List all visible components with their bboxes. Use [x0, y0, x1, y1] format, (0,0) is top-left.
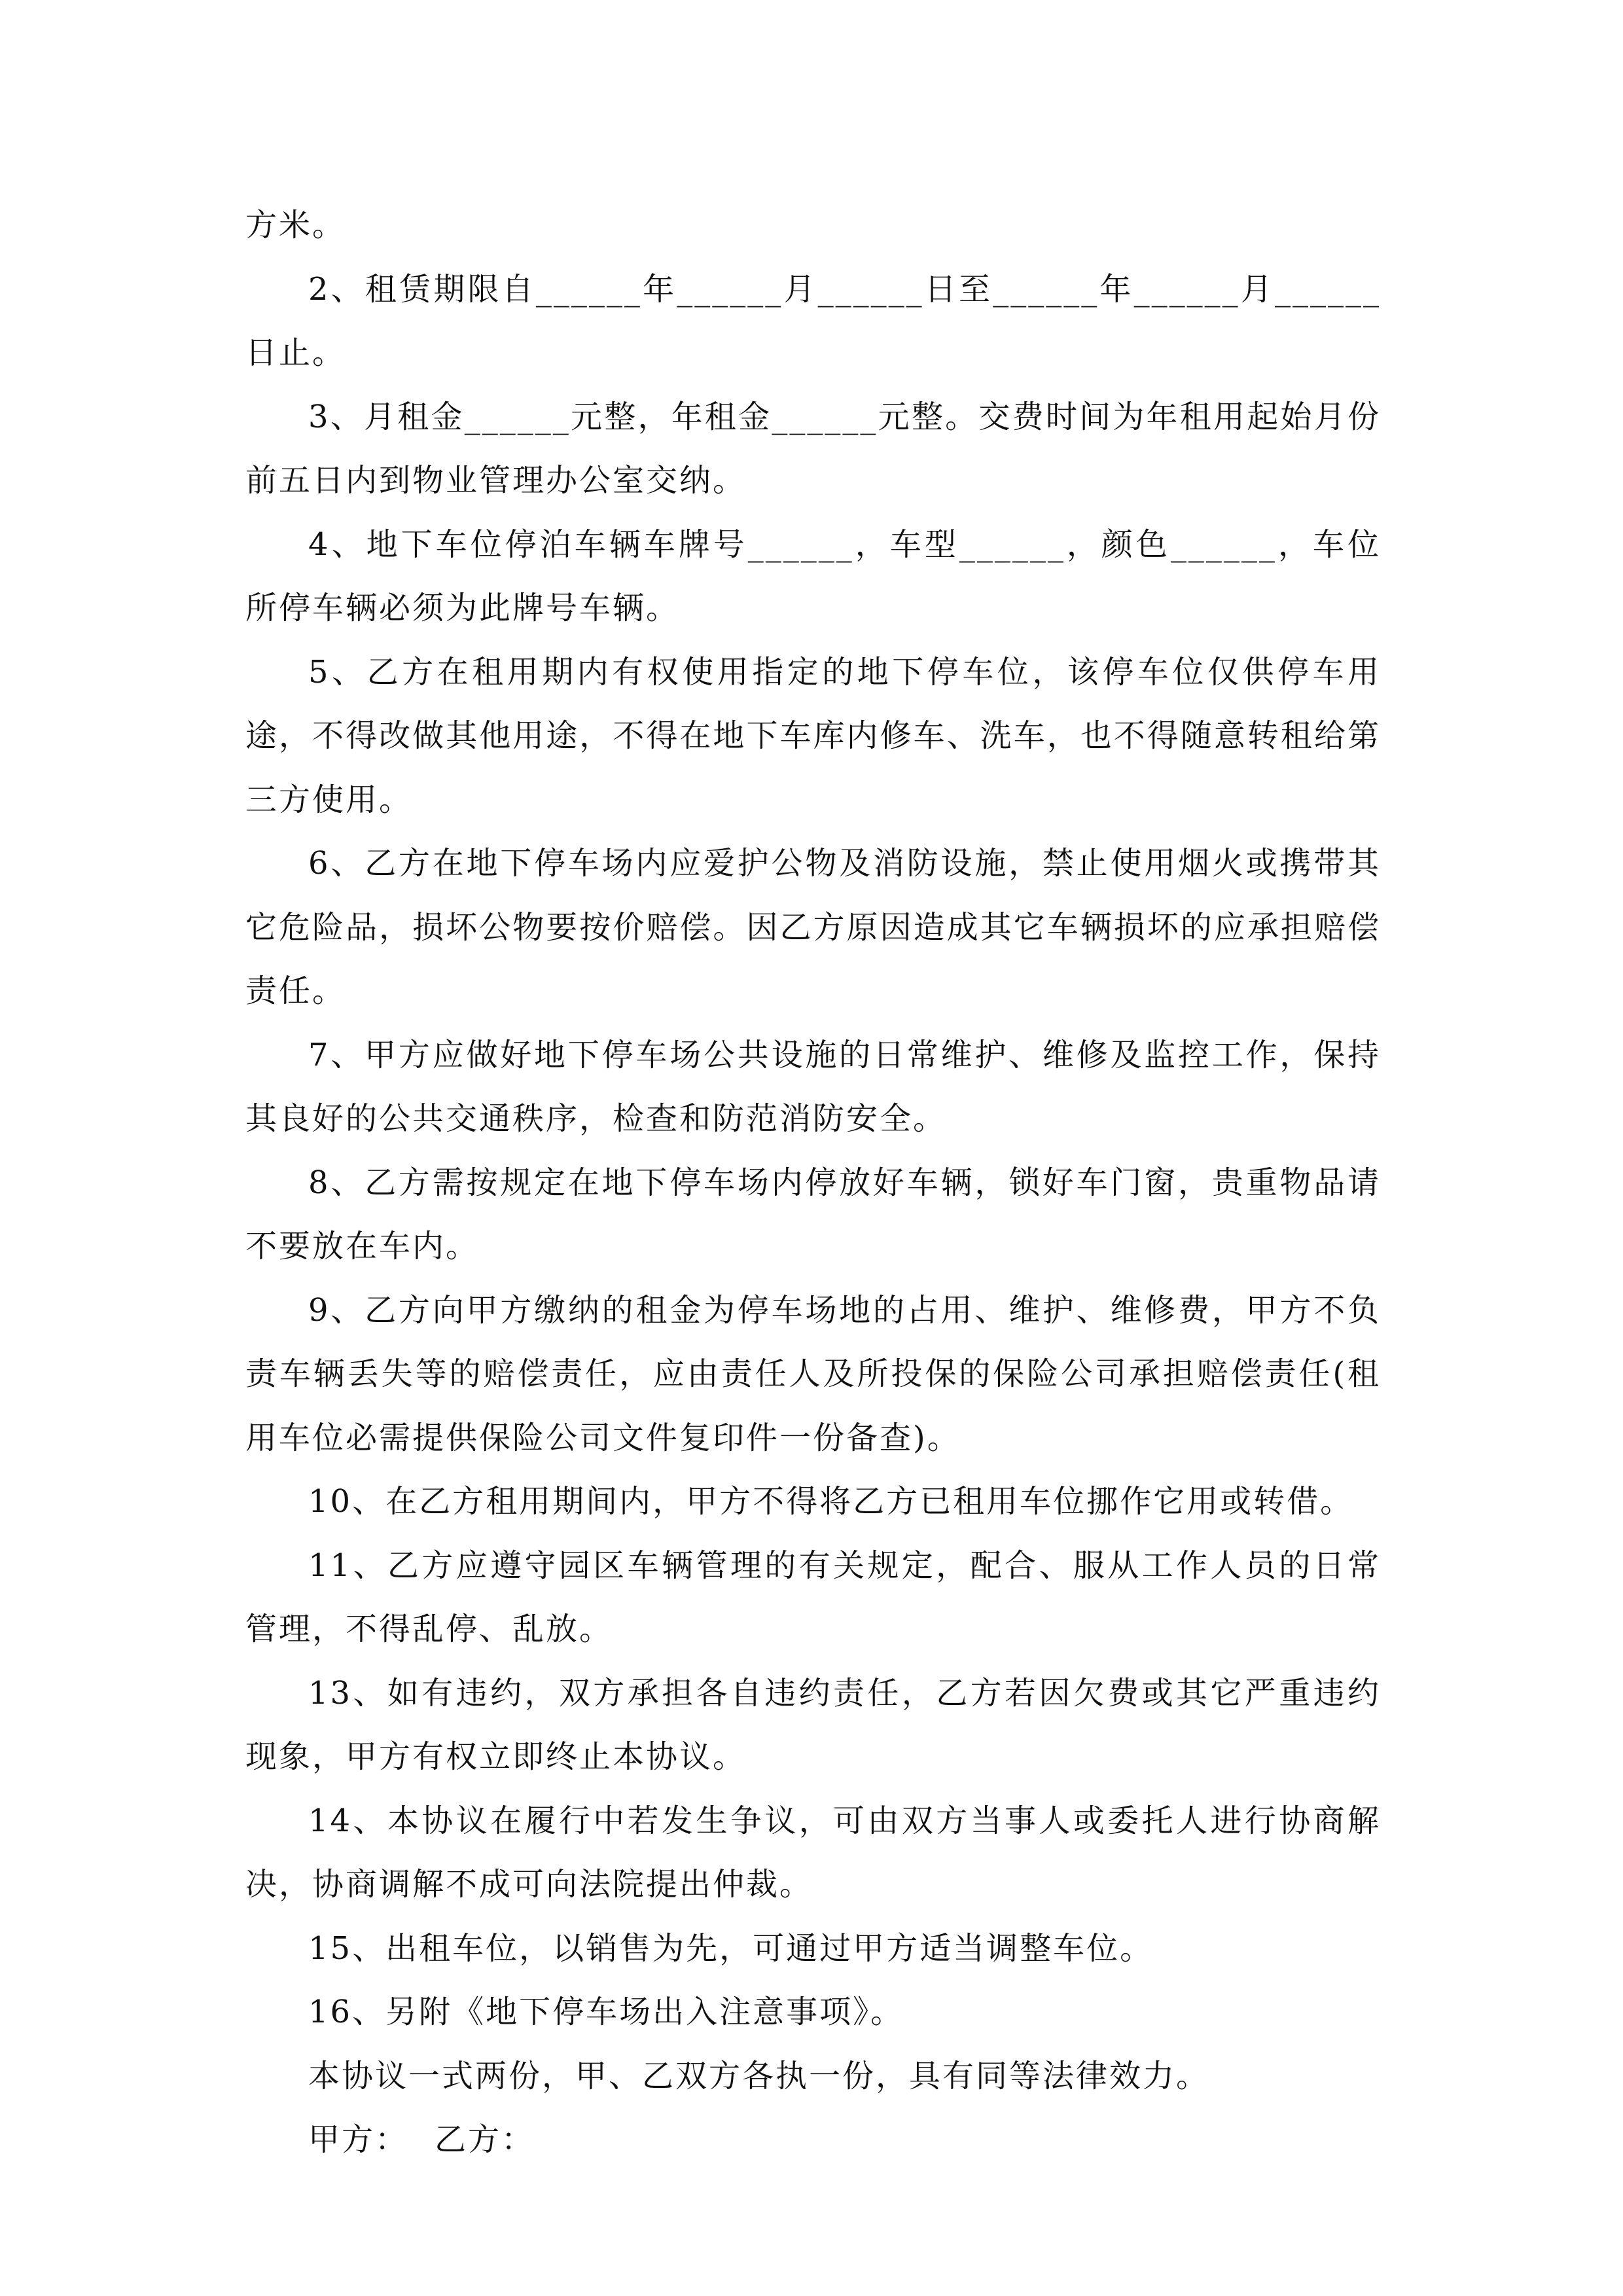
clause-5-usage: 5、乙方在租用期内有权使用指定的地下停车位，该停车位仅供停车用途，不得改做其他用途，不得在地下车库内修车、洗车，也不得随意转租给第三方使用。 [245, 653, 1381, 818]
clause-13-breach: 13、如有违约，双方承担各自违约责任，乙方若因欠费或其它严重违约现象，甲方有权立即终止本协议。 [245, 1674, 1381, 1775]
clause-9-liability: 9、乙方向甲方缴纳的租金为停车场地的占用、维护、维修费，甲方不负责车辆丢失等的赔偿责任，应由责任人及所投保的保险公司承担赔偿责任(租用车位必需提供保险公司文件复印件一份备查)。 [245, 1291, 1381, 1456]
clause-15-sales-priority: 15、出租车位，以销售为先，可通过甲方适当调整车位。 [308, 1929, 1154, 1967]
clause-6-facilities: 6、乙方在地下停车场内应爱护公物及消防设施，禁止使用烟火或携带其它危险品，损坏公物要按价赔偿。因乙方原因造成其它车辆损坏的应承担赔偿责任。 [245, 845, 1381, 1009]
signature-line [245, 2108, 1381, 2172]
clause-8-parking: 8、乙方需按规定在地下停车场内停放好车辆，锁好车门窗，贵重物品请不要放在车内。 [245, 1164, 1381, 1265]
clause-16-attachment: 16、另附《地下停车场出入注意事项》。 [308, 1994, 904, 2030]
clause-10-no-reassign: 10、在乙方租用期间内，甲方不得将乙方已租用车位挪作它用或转借。 [308, 1483, 1354, 1520]
clause-3-rent: 3、月租金______元整，年租金______元整。交费时间为年租用起始月份前五日内到物业管理办公室交纳。 [245, 398, 1381, 499]
party-a-label: 甲方： [308, 2121, 409, 2158]
document-body [245, 194, 1381, 2172]
clause-2-lease-term: 2、租赁期限自______年______月______日至______年______月______日止。 [245, 270, 1381, 371]
clause-14-disputes: 14、本协议在履行中若发生争议，可由双方当事人或委托人进行协商解决，协商调解不成可向法院提出仲裁。 [245, 1802, 1381, 1903]
copies-statement: 本协议一式两份，甲、乙双方各执一份，具有同等法律效力。 [308, 2057, 1210, 2094]
clause-4-vehicle: 4、地下车位停泊车辆车牌号______，车型______，颜色______，车位所停车辆必须为此牌号车辆。 [245, 526, 1381, 626]
clause-11-regulations: 11、乙方应遵守园区车辆管理的有关规定，配合、服从工作人员的日常管理，不得乱停、乱放。 [245, 1547, 1381, 1647]
party-b-label: 乙方： [435, 2121, 535, 2158]
clause-7-maintenance: 7、甲方应做好地下停车场公共设施的日常维护、维修及监控工作，保持其良好的公共交通秩序，检查和防范消防安全。 [245, 1036, 1381, 1137]
paragraph-continuation: 方米。 [245, 207, 346, 243]
